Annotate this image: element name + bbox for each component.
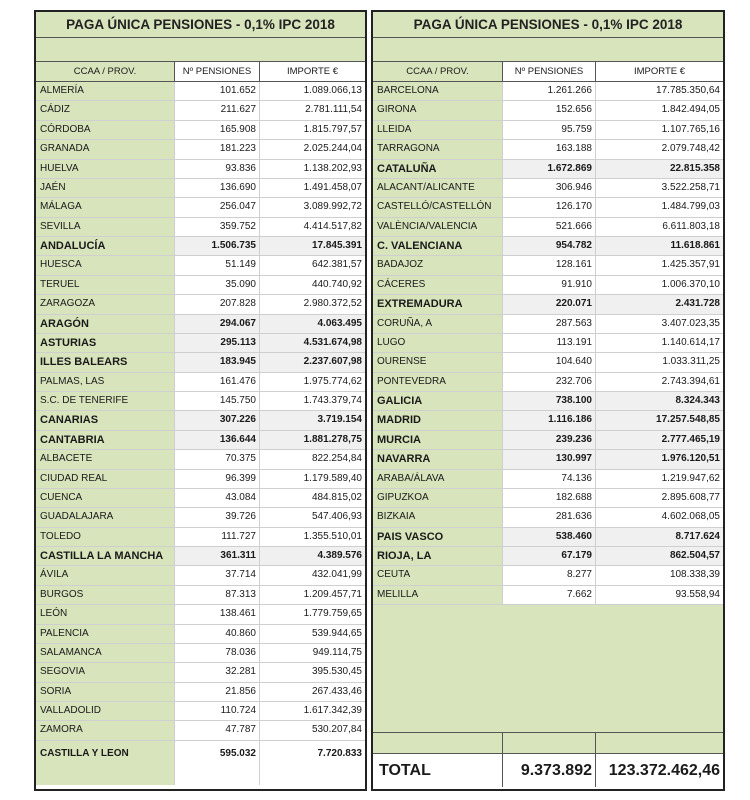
cell-importe: 1.743.379,74	[303, 395, 362, 406]
cell-importe: 3.089.992,72	[303, 201, 362, 213]
cell-importe: 949.114,75	[312, 646, 362, 658]
cell-name: EXTREMADURA	[373, 295, 503, 313]
table-row	[373, 276, 723, 295]
table-row	[373, 528, 723, 547]
cell-pensiones: 21.856	[175, 683, 260, 701]
cell-name: CANTABRIA	[36, 431, 175, 449]
cell-importe: 3.719.154	[317, 414, 362, 426]
cell-name: CÁDIZ	[36, 101, 175, 119]
table-row	[36, 140, 365, 159]
cell-name: SORIA	[36, 683, 175, 701]
table-row	[373, 489, 723, 508]
total-row	[373, 754, 723, 787]
cell-pensiones: 361.311	[175, 547, 260, 565]
cell-importe: 484.815,02	[311, 491, 362, 503]
cell-importe: 7.720.833	[317, 747, 362, 759]
cell-pensiones: 101.652	[175, 82, 260, 100]
cell-importe: 1.140.614,17	[661, 336, 720, 348]
table-row	[373, 392, 723, 411]
cell-pensiones: 74.136	[503, 470, 596, 488]
table-row	[36, 528, 365, 547]
table-row	[373, 334, 723, 353]
empty-area	[373, 605, 723, 733]
cell-pensiones: 111.727	[175, 528, 260, 546]
cell-pensiones: 181.223	[175, 140, 260, 158]
right-table	[371, 10, 725, 791]
cell-pensiones: 8.277	[503, 566, 596, 584]
table-row	[36, 547, 365, 566]
cell-name: CASTILLA LA MANCHA	[36, 547, 175, 565]
table-row	[36, 431, 365, 450]
cell-name: PONTEVEDRA	[373, 373, 503, 391]
table-row	[373, 547, 723, 566]
cell-name: CEUTA	[373, 566, 503, 584]
cell-importe: 547.406,93	[311, 511, 362, 523]
cell-name: ARABA/ÁLAVA	[373, 470, 503, 488]
cell-name: OURENSE	[373, 353, 503, 371]
table-row	[36, 450, 365, 469]
cell-name: GRANADA	[36, 140, 175, 158]
cell-pensiones: 521.666	[503, 218, 596, 236]
table-row	[373, 237, 723, 256]
cell-importe: 1.219.947,62	[661, 472, 720, 484]
cell-name: MELILLA	[373, 586, 503, 604]
cell-pensiones: 93.836	[175, 160, 260, 178]
table-row	[36, 644, 365, 663]
cell-importe: 2.237.607,98	[303, 356, 362, 368]
table-row	[36, 625, 365, 644]
cell-importe: 862.504,57	[669, 550, 720, 561]
cell-pensiones: 207.828	[175, 295, 260, 313]
header-pensiones: Nº PENSIONES	[175, 62, 260, 81]
cell-pensiones: 595.032	[175, 741, 260, 785]
cell-name: TERUEL	[36, 276, 175, 294]
cell-importe: 1.006.370,10	[661, 278, 720, 290]
cell-importe: 4.414.517,82	[303, 220, 362, 232]
cell-pensiones: 538.460	[503, 528, 596, 546]
table-row	[36, 353, 365, 372]
table-row	[373, 470, 723, 489]
cell-pensiones: 220.071	[503, 295, 596, 313]
cell-name: ASTURIAS	[36, 334, 175, 352]
table-row	[373, 315, 723, 334]
cell-importe: 2.431.728	[675, 298, 720, 310]
cell-name: CASTILLA Y LEON	[36, 741, 175, 785]
table-row	[36, 256, 365, 275]
table-row	[36, 470, 365, 489]
cell-importe: 395.530,45	[311, 666, 362, 678]
table-row	[36, 276, 365, 295]
cell-importe: 1.975.774,62	[303, 375, 362, 387]
cell-importe: 93.558,94	[675, 588, 720, 600]
cell-pensiones: 287.563	[503, 315, 596, 333]
cell-pensiones: 95.759	[503, 121, 596, 139]
cell-pensiones: 70.375	[175, 450, 260, 468]
cell-name: CÓRDOBA	[36, 121, 175, 139]
cell-name: SEGOVIA	[36, 663, 175, 681]
cell-name: JAÉN	[36, 179, 175, 197]
cell-pensiones: 104.640	[503, 353, 596, 371]
table-row	[373, 508, 723, 527]
cell-importe: 4.389.576	[317, 550, 362, 561]
cell-name: BADAJOZ	[373, 256, 503, 274]
cell-importe: 432.041,99	[311, 569, 362, 581]
cell-importe: 530.207,84	[311, 724, 362, 736]
cell-name: ALBACETE	[36, 450, 175, 468]
title-spacer	[36, 38, 365, 62]
table-row	[373, 353, 723, 372]
cell-importe: 440.740,92	[311, 278, 362, 290]
total-label: TOTAL	[373, 754, 503, 787]
cell-importe: 22.815.358	[669, 162, 720, 174]
cell-pensiones: 51.149	[175, 256, 260, 274]
cell-importe: 1.491.458,07	[303, 181, 362, 193]
table-row	[373, 160, 723, 179]
cell-pensiones: 67.179	[503, 547, 596, 565]
cell-name: MURCIA	[373, 431, 503, 449]
table-row	[36, 82, 365, 101]
cell-name: ZARAGOZA	[36, 295, 175, 313]
cell-pensiones: 738.100	[503, 392, 596, 410]
cell-pensiones: 232.706	[503, 373, 596, 391]
cell-pensiones: 126.170	[503, 198, 596, 216]
table-row	[36, 121, 365, 140]
cell-importe: 17.785.350,64	[656, 85, 720, 96]
cell-name: C. VALENCIANA	[373, 237, 503, 255]
cell-name: ALMERÍA	[36, 82, 175, 100]
cell-name: GALICIA	[373, 392, 503, 410]
cell-importe: 1.179.589,40	[303, 472, 362, 484]
cell-pensiones: 91.910	[503, 276, 596, 294]
table-title: PAGA ÚNICA PENSIONES - 0,1% IPC 2018	[373, 12, 723, 38]
cell-name: ILLES BALEARS	[36, 353, 175, 371]
table-row	[373, 586, 723, 605]
cell-pensiones: 182.688	[503, 489, 596, 507]
cell-pensiones: 1.672.869	[503, 160, 596, 178]
table-row	[36, 721, 365, 740]
table-row	[36, 101, 365, 120]
table-row	[373, 373, 723, 392]
table-row	[36, 373, 365, 392]
cell-importe: 17.257.548,85	[656, 414, 720, 426]
header-ccaa: CCAA / PROV.	[36, 62, 175, 81]
cell-name: CATALUÑA	[373, 160, 503, 178]
cell-pensiones: 138.461	[175, 605, 260, 623]
cell-name: TOLEDO	[36, 528, 175, 546]
cell-pensiones: 128.161	[503, 256, 596, 274]
table-row	[36, 741, 365, 785]
cell-name: LUGO	[373, 334, 503, 352]
cell-pensiones: 307.226	[175, 411, 260, 429]
cell-pensiones: 96.399	[175, 470, 260, 488]
cell-importe: 2.895.608,77	[661, 491, 720, 503]
table-row	[36, 702, 365, 721]
cell-importe: 1.842.494,05	[661, 104, 720, 116]
cell-importe: 822.254,84	[311, 453, 362, 465]
cell-name: S.C. DE TENERIFE	[36, 392, 175, 410]
table-row	[36, 334, 365, 353]
cell-name: ALACANT/ALICANTE	[373, 179, 503, 197]
cell-name: VALLADOLID	[36, 702, 175, 720]
cell-pensiones: 161.476	[175, 373, 260, 391]
title-spacer	[373, 38, 723, 62]
cell-importe: 4.063.495	[317, 317, 362, 329]
cell-pensiones: 78.036	[175, 644, 260, 662]
cell-importe: 1.484.799,03	[661, 201, 720, 213]
cell-name: SEVILLA	[36, 218, 175, 236]
cell-name: CÁCERES	[373, 276, 503, 294]
cell-pensiones: 1.506.735	[175, 237, 260, 255]
cell-importe: 3.522.258,71	[661, 181, 720, 193]
cell-name: PAIS VASCO	[373, 528, 503, 546]
cell-name: CIUDAD REAL	[36, 470, 175, 488]
cell-pensiones: 32.281	[175, 663, 260, 681]
table-row	[36, 489, 365, 508]
cell-pensiones: 306.946	[503, 179, 596, 197]
cell-importe: 1.881.278,75	[303, 433, 362, 445]
cell-importe: 1.976.120,51	[661, 453, 720, 465]
cell-name: ARAGÓN	[36, 315, 175, 333]
cell-name: LEÓN	[36, 605, 175, 623]
table-row	[373, 101, 723, 120]
cell-name: MÁLAGA	[36, 198, 175, 216]
cell-name: ZAMORA	[36, 721, 175, 739]
cell-name: ANDALUCÍA	[36, 237, 175, 255]
header-pensiones: Nº PENSIONES	[503, 62, 596, 81]
cell-importe: 1.138.202,93	[303, 162, 362, 174]
cell-pensiones: 281.636	[503, 508, 596, 526]
table-row	[36, 586, 365, 605]
cell-pensiones: 163.188	[503, 140, 596, 158]
cell-name: RIOJA, LA	[373, 547, 503, 565]
table-row	[36, 605, 365, 624]
right-rows	[373, 82, 723, 605]
cell-importe: 2.777.465,19	[661, 433, 720, 445]
cell-importe: 8.717.624	[675, 530, 720, 542]
table-row	[373, 411, 723, 430]
column-headers	[36, 62, 365, 82]
cell-name: PALENCIA	[36, 625, 175, 643]
table-row	[36, 392, 365, 411]
cell-importe: 2.079.748,42	[661, 143, 720, 155]
cell-importe: 642.381,57	[311, 259, 362, 271]
cell-name: PALMAS, LAS	[36, 373, 175, 391]
cell-name: BURGOS	[36, 586, 175, 604]
cell-pensiones: 183.945	[175, 353, 260, 371]
cell-pensiones: 256.047	[175, 198, 260, 216]
cell-name: VALÈNCIA/VALENCIA	[373, 218, 503, 236]
table-row	[373, 218, 723, 237]
cell-name: NAVARRA	[373, 450, 503, 468]
cell-pensiones: 113.191	[503, 334, 596, 352]
cell-name: BARCELONA	[373, 82, 503, 100]
cell-importe: 539.944,65	[311, 627, 362, 639]
cell-importe: 3.407.023,35	[661, 317, 720, 329]
table-row	[36, 237, 365, 256]
cell-pensiones: 47.787	[175, 721, 260, 739]
cell-importe: 267.433,46	[311, 685, 362, 697]
cell-importe: 1.033.311,25	[662, 356, 720, 368]
cell-pensiones: 39.726	[175, 508, 260, 526]
header-importe: IMPORTE €	[286, 66, 339, 77]
cell-pensiones: 136.690	[175, 179, 260, 197]
cell-name: LLEIDA	[373, 121, 503, 139]
total-pensiones: 9.373.892	[503, 754, 596, 787]
table-row	[36, 411, 365, 430]
cell-pensiones: 37.714	[175, 566, 260, 584]
table-row	[36, 683, 365, 702]
cell-pensiones: 87.313	[175, 586, 260, 604]
cell-name: CANARIAS	[36, 411, 175, 429]
cell-name: MADRID	[373, 411, 503, 429]
cell-importe: 2.980.372,52	[303, 298, 362, 310]
cell-importe: 4.602.068,05	[661, 511, 720, 523]
cell-pensiones: 35.090	[175, 276, 260, 294]
cell-name: SALAMANCA	[36, 644, 175, 662]
left-rows	[36, 82, 365, 741]
cell-importe: 4.531.674,98	[303, 336, 362, 348]
cell-name: TARRAGONA	[373, 140, 503, 158]
table-title: PAGA ÚNICA PENSIONES - 0,1% IPC 2018	[36, 12, 365, 38]
table-row	[36, 566, 365, 585]
cell-importe: 2.025.244,04	[303, 143, 362, 155]
cell-importe: 1.425.357,91	[661, 259, 720, 271]
cell-pensiones: 7.662	[503, 586, 596, 604]
cell-name: CORUÑA, A	[373, 315, 503, 333]
cell-pensiones: 954.782	[503, 237, 596, 255]
table-row	[373, 121, 723, 140]
cell-pensiones: 359.752	[175, 218, 260, 236]
cell-importe: 108.338,39	[669, 569, 720, 581]
total-importe: 123.372.462,46	[608, 762, 720, 780]
cell-name: GIRONA	[373, 101, 503, 119]
cell-importe: 8.324.343	[675, 395, 720, 406]
cell-pensiones: 165.908	[175, 121, 260, 139]
cell-importe: 1.355.510,01	[303, 530, 362, 542]
column-headers	[373, 62, 723, 82]
table-row	[373, 295, 723, 314]
header-importe: IMPORTE €	[633, 66, 686, 77]
cell-importe: 1.815.797,57	[303, 123, 362, 135]
cell-pensiones: 130.997	[503, 450, 596, 468]
cell-name: GUADALAJARA	[36, 508, 175, 526]
cell-pensiones: 1.116.186	[503, 411, 596, 429]
table-row	[373, 431, 723, 450]
table-row	[36, 198, 365, 217]
cell-pensiones: 110.724	[175, 702, 260, 720]
table-row	[373, 82, 723, 101]
table-row	[36, 663, 365, 682]
table-row	[36, 179, 365, 198]
cell-importe: 1.779.759,65	[303, 608, 362, 620]
cell-importe: 1.089.066,13	[303, 85, 362, 96]
cell-pensiones: 43.084	[175, 489, 260, 507]
table-row	[36, 160, 365, 179]
empty-row	[373, 733, 723, 754]
cell-pensiones: 294.067	[175, 315, 260, 333]
cell-pensiones: 40.860	[175, 625, 260, 643]
table-row	[373, 566, 723, 585]
table-row	[36, 295, 365, 314]
table-row	[373, 198, 723, 217]
left-table	[34, 10, 367, 791]
cell-pensiones: 136.644	[175, 431, 260, 449]
cell-name: CASTELLÓ/CASTELLÓN	[373, 198, 503, 216]
cell-name: CUENCA	[36, 489, 175, 507]
cell-importe: 1.209.457,71	[303, 588, 362, 600]
cell-importe: 6.611.803,18	[662, 220, 720, 232]
cell-pensiones: 145.750	[175, 392, 260, 410]
table-row	[36, 218, 365, 237]
cell-importe: 1.107.765,16	[661, 123, 720, 135]
table-row	[373, 450, 723, 469]
cell-name: GIPUZKOA	[373, 489, 503, 507]
cell-pensiones: 239.236	[503, 431, 596, 449]
cell-name: ÁVILA	[36, 566, 175, 584]
cell-name: HUELVA	[36, 160, 175, 178]
table-row	[373, 256, 723, 275]
cell-importe: 1.617.342,39	[303, 705, 362, 716]
cell-pensiones: 211.627	[175, 101, 260, 119]
cell-name: HUESCA	[36, 256, 175, 274]
table-row	[373, 179, 723, 198]
cell-importe: 17.845.391	[311, 240, 362, 251]
table-row	[36, 508, 365, 527]
table-row	[36, 315, 365, 334]
cell-importe: 2.781.111,54	[305, 104, 362, 116]
cell-name: BIZKAIA	[373, 508, 503, 526]
cell-pensiones: 295.113	[175, 334, 260, 352]
cell-pensiones: 1.261.266	[503, 82, 596, 100]
cell-importe: 2.743.394,61	[661, 375, 720, 387]
cell-importe: 11.618.861	[670, 240, 720, 251]
cell-pensiones: 152.656	[503, 101, 596, 119]
header-ccaa: CCAA / PROV.	[373, 62, 503, 81]
table-row	[373, 140, 723, 159]
